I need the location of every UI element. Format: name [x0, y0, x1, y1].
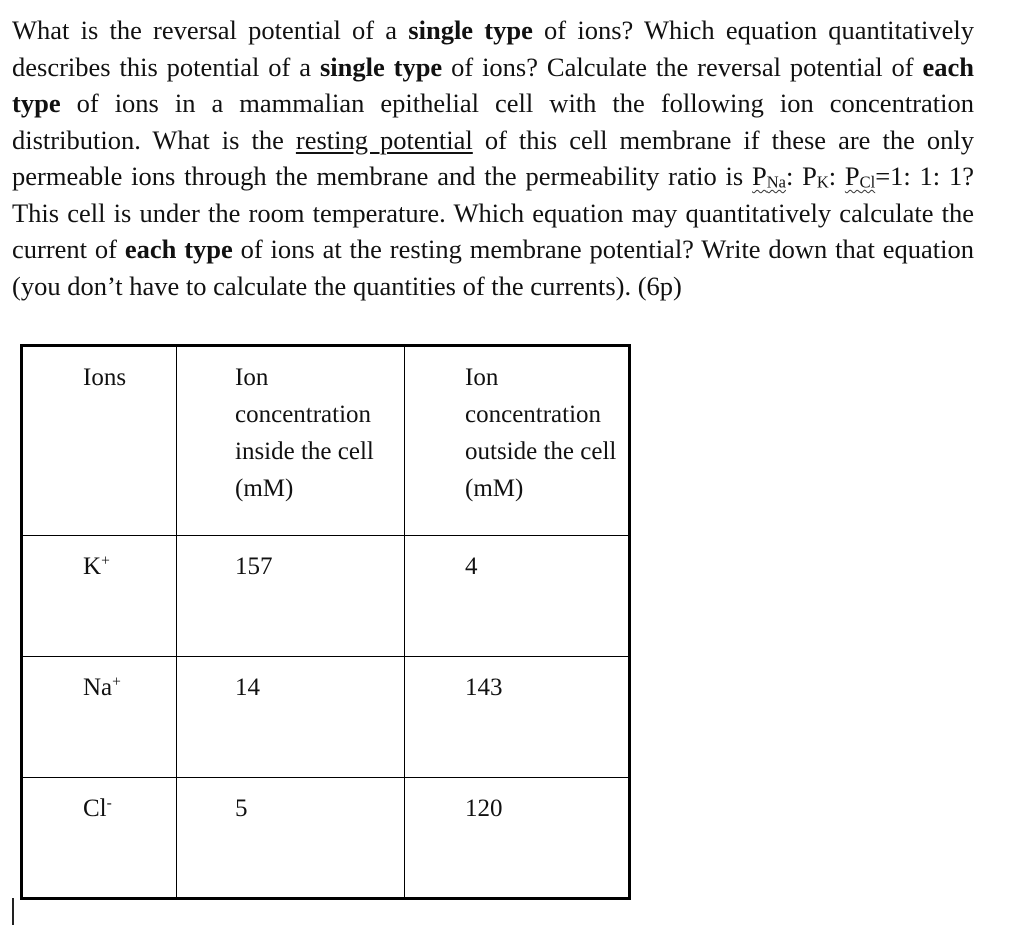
table-header-row [22, 346, 630, 536]
ratio-separator: : [785, 161, 803, 191]
outside-value: 143 [405, 657, 630, 778]
table-row [22, 536, 630, 657]
question-segment: of ions at the resting membrane potential? Write down that equation (you don’t have to calculate the quantities of the currents). (6p) [12, 234, 975, 301]
question-segment: =1: 1: 1? This cell is under the room temperature. Which equation may quantitatively calculate the current of [12, 161, 974, 264]
table-row [22, 657, 630, 778]
bold-emphasis: each type [12, 51, 974, 118]
question-text [12, 12, 974, 304]
table-row [22, 778, 630, 899]
ion-concentration-table [20, 344, 631, 900]
inside-value: 14 [177, 657, 405, 778]
ion-cell: Na+ [22, 657, 177, 778]
outside-value: 4 [405, 536, 630, 657]
underlined-term: resting potential [295, 124, 473, 155]
permeability-cl: $P_{Cl}$ [844, 161, 876, 192]
bold-emphasis: single type [408, 15, 533, 45]
question-segment: What is the reversal potential of a [12, 15, 409, 45]
bold-emphasis: each type [124, 234, 233, 264]
outside-value: 120 [405, 778, 630, 899]
permeability-k: $P_K$ [802, 161, 829, 192]
header-ions: Ions [22, 346, 177, 536]
question-segment: of ions? Calculate the reversal potential of [442, 51, 923, 82]
ratio-separator: : [828, 161, 845, 191]
question-segment: of ions? Which equation quantitatively describes this potential of a [12, 15, 974, 82]
ion-cell: K+ [22, 536, 177, 657]
header-outside: Ion concentration outside the cell (mM) [405, 346, 630, 536]
permeability-na: $P_{Na}$ [752, 161, 786, 192]
text-cursor [12, 898, 14, 925]
ion-cell: Cl- [22, 778, 177, 899]
header-inside: Ion concentration inside the cell (mM) [177, 346, 405, 536]
inside-value: 5 [177, 778, 405, 899]
question-segment: of ions in a mammalian epithelial cell with the following ion concentration distribution. What is the [12, 88, 974, 155]
question-segment: of this cell membrane if these are the only permeable ions through the membrane and the permeability ratio is [12, 124, 974, 191]
bold-emphasis: single type [319, 51, 443, 82]
inside-value: 157 [177, 536, 405, 657]
